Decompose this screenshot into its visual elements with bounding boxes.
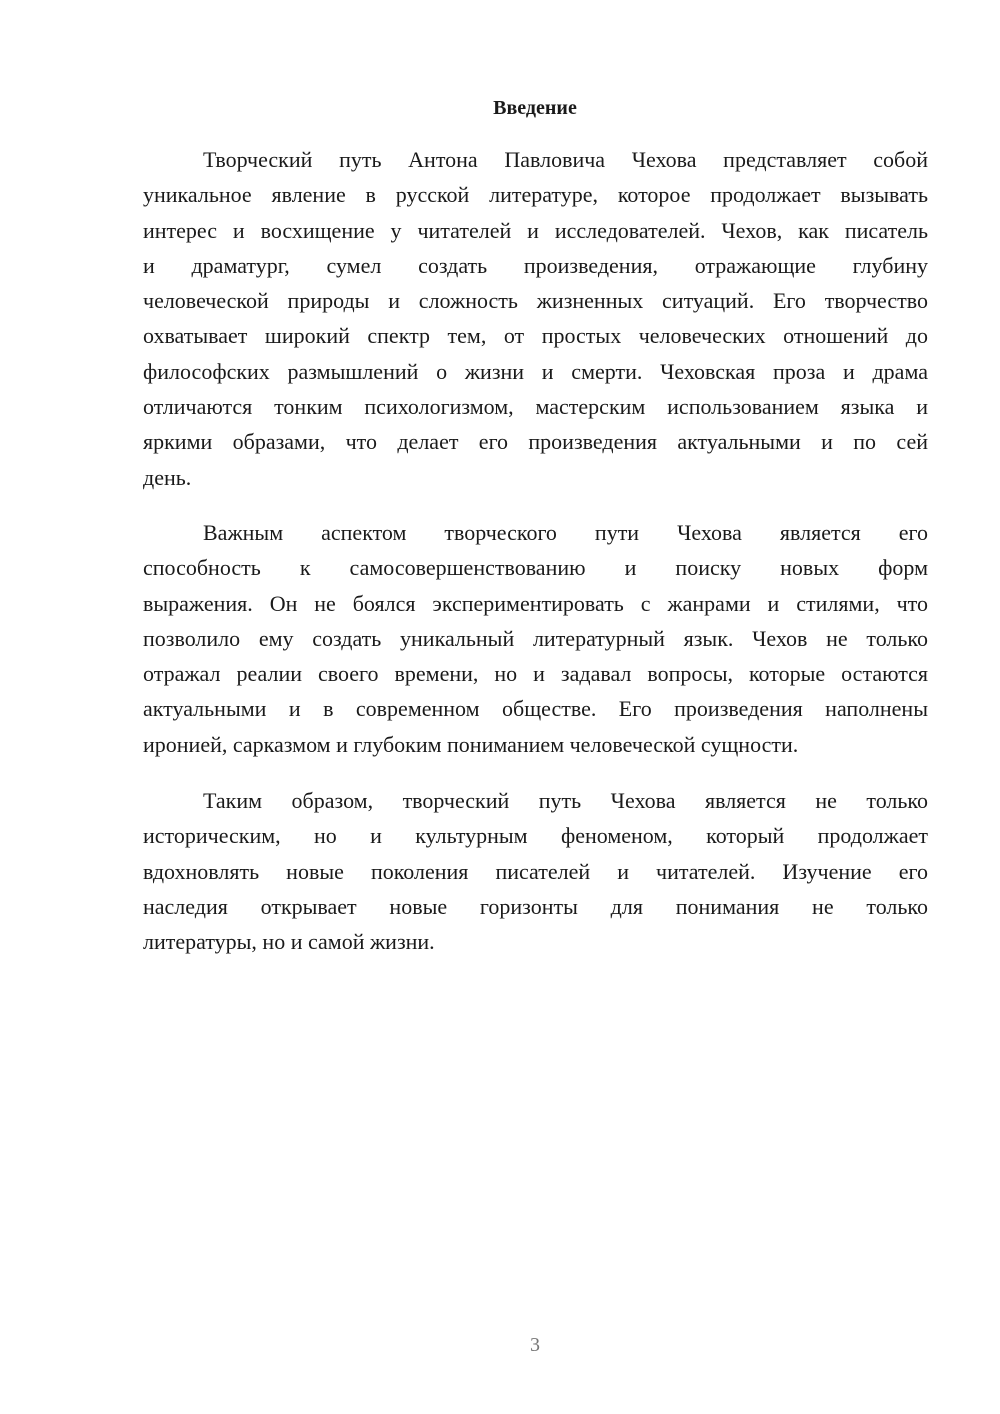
text-line: актуальными и в современном обществе. Его произведения наполнены: [143, 696, 928, 722]
text-line: интерес и восхищение у читателей и исследователей. Чехов, как писатель: [143, 217, 928, 243]
text-line: уникальное явление в русской литературе, которое продолжает вызывать: [143, 182, 928, 208]
text-line: иронией, сарказмом и глубоким пониманием человеческой сущности.: [143, 731, 799, 757]
text-line: историческим, но и культурным феноменом, который продолжает: [143, 823, 928, 849]
text-line: способность к самосовершенствованию и поиску новых форм: [143, 555, 928, 581]
text-line: яркими образами, что делает его произведения актуальными и по сей: [143, 429, 928, 455]
text-line: Важным аспектом творческого пути Чехова является его: [203, 520, 928, 545]
text-line: литературы, но и самой жизни.: [143, 929, 435, 955]
text-line: философских размышлений о жизни и смерти. Чеховская проза и драма: [143, 358, 928, 384]
text-line: охватывает широкий спектр тем, от простых человеческих отношений до: [143, 323, 928, 349]
text-line: позволило ему создать уникальный литературный язык. Чехов не только: [143, 625, 928, 651]
text-line: наследия открывает новые горизонты для понимания не только: [143, 893, 928, 919]
text-line: Таким образом, творческий путь Чехова является не только: [203, 788, 928, 813]
text-line: вдохновлять новые поколения писателей и читателей. Изучение его: [143, 858, 928, 884]
paragraph-2: [143, 515, 928, 762]
paragraph-1: [143, 142, 928, 495]
section-heading: Введение: [493, 97, 577, 119]
text-line: Творческий путь Антона Павловича Чехова представляет собой: [203, 147, 928, 172]
text-line: человеческой природы и сложность жизненных ситуаций. Его творчество: [143, 288, 928, 314]
paragraph-3: [143, 783, 928, 959]
text-line: день.: [143, 464, 192, 490]
text-line: выражения. Он не боялся экспериментировать с жанрами и стилями, что: [143, 590, 928, 616]
text-line: отражал реалии своего времени, но и задавал вопросы, которые остаются: [143, 661, 928, 687]
page-number: 3: [530, 1334, 540, 1356]
text-line: и драматург, сумел создать произведения, отражающие глубину: [143, 252, 928, 278]
text-line: отличаются тонким психологизмом, мастерским использованием языка и: [143, 394, 928, 420]
